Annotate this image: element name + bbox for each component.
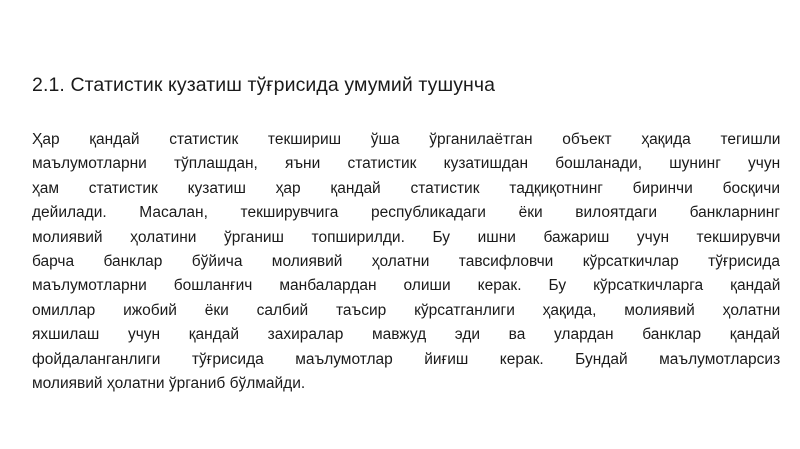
paragraph-line: маълумотларни бошланғич манбалардан олиши керак. Бу кўрсаткичларга қандай <box>32 277 781 295</box>
paragraph-line: молиявий ҳолатни ўрганиб бўлмайди. <box>32 374 306 392</box>
slide-title: 2.1. Статистик кузатиш тўғрисида умумий тушунча <box>32 74 496 96</box>
paragraph-line: Ҳар қандай статистик текшириш ўша ўрганилаётган объект ҳақида тегишли <box>32 131 781 148</box>
paragraph-line: омиллар ижобий ёки салбий таъсир кўрсатганлиги ҳақида, молиявий ҳолатни <box>32 301 781 319</box>
paragraph-line: дейилади. Масалан, текширувчига республикадаги ёки вилоятдаги банкларнинг <box>32 204 780 222</box>
paragraph-line: яхшилаш учун қандай захиралар мавжуд эди ва улардан банклар қандай <box>32 326 781 344</box>
paragraph-line: ҳам статистик кузатиш ҳар қандай статистик тадқиқотнинг биринчи босқичи <box>32 179 780 197</box>
paragraph-line: фойдаланганлиги тўғрисида маълумотлар йиғиш керак. Бундай маълумотларсиз <box>32 350 781 368</box>
paragraph-line: барча банклар бўйича молиявий ҳолатни тавсифловчи кўрсаткичлар тўғрисида <box>32 252 780 270</box>
paragraph-line: маълумотларни тўплашдан, яъни статистик кузатишдан бошланади, шунинг учун <box>32 155 781 173</box>
body-paragraph <box>32 128 780 396</box>
paragraph-line: молиявий ҳолатини ўрганиш топширилди. Бу ишни бажариш учун текширувчи <box>32 228 781 246</box>
